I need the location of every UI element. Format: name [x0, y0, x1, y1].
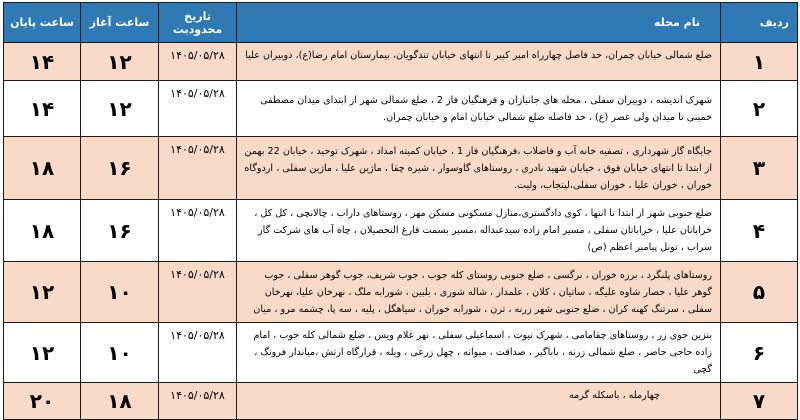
end-time: ۱۴: [4, 81, 81, 137]
header-area-name: نام محله: [237, 3, 721, 43]
row-number: ۵: [721, 262, 798, 323]
outage-date: ۱۴۰۵/۰۵/۲۸: [159, 137, 237, 200]
end-time: ۱۸: [4, 137, 81, 200]
area-description: ضلع شمالی خیابان چمران، حد فاصل چهارراه امیر کبیر تا انتهای خیابان تندگویان، بیمارستان امام رضا(ع)، دوبیران علیا: [237, 43, 721, 81]
table-row: [4, 262, 798, 323]
end-time: ۱۴: [4, 43, 81, 81]
row-number: ۲: [721, 81, 798, 137]
area-description: جایگاه گاز شهرداری ، تصفیه خانه آب و فاضلاب ،فرهنگیان فاز 1 ، خیابان کمیته امداد ، شهرک توحید ، خیابان 22 بهمن از ابتدا تا انتهای خیابان فوق ، خیابان شهید نادری ، روستاهای گاوسوار ، شیره چقا ، ماژین علیا ، ماژین سفلی ، اردوگاه خوران ، خوران علیا ، خوران سفلی،لیتجاب، ولیت.: [237, 137, 721, 200]
outage-date: ۱۴۰۵/۰۵/۲۸: [159, 81, 237, 137]
start-time: ۱۰: [81, 262, 159, 323]
header-row-number: ردیف: [721, 3, 798, 43]
end-time: ۲۰: [4, 383, 81, 420]
header-start-time: ساعت آغاز: [81, 3, 159, 43]
row-number: ۷: [721, 383, 798, 420]
start-time: ۱۶: [81, 200, 159, 262]
header-date: تاریخ محدودیت: [159, 3, 237, 43]
table-row: [4, 43, 798, 81]
end-time: ۱۸: [4, 200, 81, 262]
start-time: ۱۲: [81, 81, 159, 137]
row-number: ۳: [721, 137, 798, 200]
area-description: روستاهای پلنگرد ، برزه خوران ، نرگسی ، ضلع جنوبی روستای کله جوب ، جوب شریف، جوب گوهر سفلی ، جوب گوهر علیا ، حصار شاوه علیگه ، ساتیان ، کلان ، علمدار ، شاله شوری ، بلبین ، شورابه ملگ ، نهرخان علیا، نهرخان سفلی ، سرتنگ کهنه کران ، ضلع جنوبی شهر زرنه ، ترن ، شورابه خوران ، سیاهگل ، پلیه ، سه پا، چشمه مرو ، میان: [237, 262, 721, 323]
area-description: شهرک اندیشه ، دوبیران سفلی ، محله های جانبازان و فرهنگیان فاز 2 ، ضلع شمالی شهر از ابتدای میدان مصطفی خمینی تا میدان ولی عصر (ع) ، حد فاصله ضلع شمالی خیابان امام و خیابان چمران.: [237, 81, 721, 137]
start-time: ۱۸: [81, 383, 159, 420]
header-row: [4, 3, 798, 43]
outage-schedule-table: [3, 2, 798, 420]
table-row: [4, 323, 798, 383]
header-end-time: ساعت پایان: [4, 3, 81, 43]
outage-date: ۱۴۰۵/۰۵/۲۸: [159, 383, 237, 420]
outage-date: ۱۴۰۵/۰۵/۲۸: [159, 323, 237, 383]
area-description: چهارمله ، باسکله گرمه: [237, 383, 721, 420]
end-time: ۱۲: [4, 323, 81, 383]
table-row: [4, 137, 798, 200]
start-time: ۱۲: [81, 43, 159, 81]
row-number: ۴: [721, 200, 798, 262]
end-time: ۱۲: [4, 262, 81, 323]
outage-date: ۱۴۰۵/۰۵/۲۸: [159, 200, 237, 262]
table-row: [4, 81, 798, 137]
area-description: بنزین جوی زر ، روستاهای چقامامی ، شهرک نیوت ، اسماعیلی سفلی ، نهر غلام ویس ، ضلع شمالی کله جوب ، امام زاده حاجی حاضر ، ضلع شمالی زرنه ، باباگیر ، صداقت ، میوانه ، چهل زرعی ، ویله ، قرارگاه ارتش ،میاندار فرونگ ، گچی: [237, 323, 721, 383]
table-row: [4, 383, 798, 420]
start-time: ۱۰: [81, 323, 159, 383]
start-time: ۱۶: [81, 137, 159, 200]
outage-date: ۱۴۰۵/۰۵/۲۸: [159, 262, 237, 323]
table-row: [4, 200, 798, 262]
area-description: ضلع جنوبی شهر از ابتدا تا انتها ، کوی دادگستری،منازل مسکونی مسکن مهر ، روستاهای داراب ، چالانچی ، کل کل ، خرابانان علیا ، خرابانان سفلی ، مسیر امام زاده سیدعبداله ،مسیر بسمت فارغ التحصیلان ، چاه آب های شرکت گاز سراب ، تونل پیامبر اعظم (ص): [237, 200, 721, 262]
row-number: ۱: [721, 43, 798, 81]
outage-date: ۱۴۰۵/۰۵/۲۸: [159, 43, 237, 81]
row-number: ۶: [721, 323, 798, 383]
